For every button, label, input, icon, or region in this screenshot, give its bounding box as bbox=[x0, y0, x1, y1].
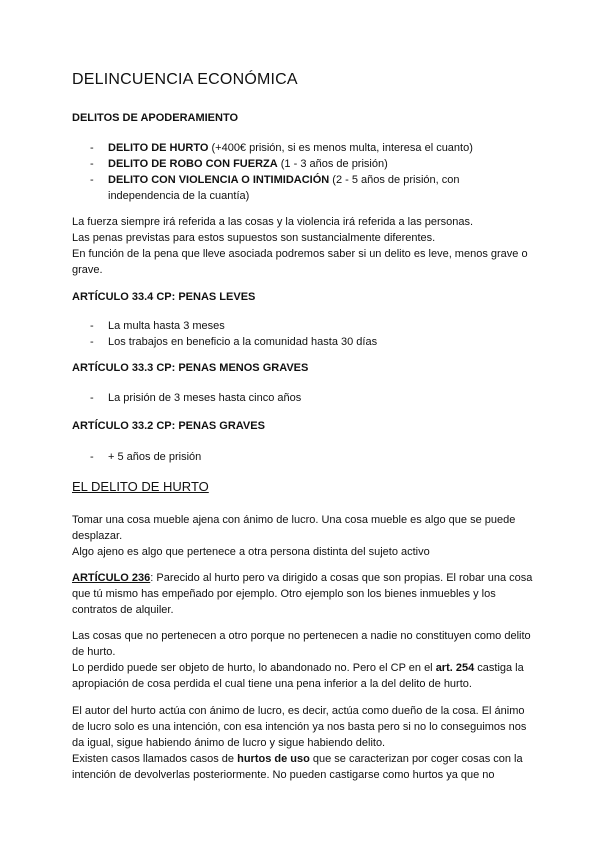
art-33-4-list bbox=[72, 318, 534, 350]
apoderamiento-paragraph bbox=[72, 214, 534, 278]
list-item: - + 5 años de prisión bbox=[72, 449, 534, 465]
hurto-paragraph-art-236 bbox=[72, 570, 534, 618]
paragraph-line: La fuerza siempre irá referida a las cosas y la violencia irá referida a las personas. bbox=[72, 216, 474, 228]
document-title: DELINCUENCIA ECONÓMICA bbox=[72, 71, 298, 88]
section-heading-delito-hurto: EL DELITO DE HURTO bbox=[72, 479, 209, 494]
paragraph-line: Algo ajeno es algo que pertenece a otra persona distinta del sujeto activo bbox=[72, 546, 430, 558]
list-item: - DELITO DE HURTO (+400€ prisión, si es menos multa, interesa el cuanto) bbox=[72, 140, 534, 156]
paragraph-line: Las penas previstas para estos supuestos son sustancialmente diferentes. bbox=[72, 232, 436, 244]
paragraph-line: El autor del hurto actúa con ánimo de lucro, es decir, actúa como dueño de la cosa. El ánimo de lucro solo es una intención, con esa intención ya nos basta pero si no lo conseguimos nos da igual, sigue habiendo ánimo de lucro y sigue habiendo delito. bbox=[72, 705, 527, 749]
hurto-paragraph-4 bbox=[72, 703, 534, 783]
paragraph-line: Las cosas que no pertenecen a otro porque no pertenecen a nadie no constituyen como delito de hurto. bbox=[72, 630, 531, 658]
art-33-2-list bbox=[72, 449, 534, 465]
paragraph-line: Lo perdido puede ser objeto de hurto, lo abandonado no. Pero el CP en el art. 254 castiga la apropiación de cosa perdida el cual tiene una pena inferior a la del delito de hurto. bbox=[72, 662, 524, 690]
list-item: - DELITO DE ROBO CON FUERZA (1 - 3 años de prisión) bbox=[72, 156, 534, 172]
section-heading-art-33-3: ARTÍCULO 33.3 CP: PENAS MENOS GRAVES bbox=[72, 362, 309, 374]
apoderamiento-list bbox=[72, 140, 534, 204]
list-item: - La prisión de 3 meses hasta cinco años bbox=[72, 390, 534, 406]
hurto-paragraph-3 bbox=[72, 628, 534, 692]
paragraph-line: En función de la pena que lleve asociada podremos saber si un delito es leve, menos grave o grave. bbox=[72, 248, 528, 276]
art-33-3-list bbox=[72, 390, 534, 406]
section-heading-art-33-2: ARTÍCULO 33.2 CP: PENAS GRAVES bbox=[72, 420, 265, 432]
paragraph-line: Existen casos llamados casos de hurtos de uso que se caracterizan por coger cosas con la intención de devolverlas posteriormente. No pueden castigarse como hurtos ya que no bbox=[72, 753, 523, 781]
article-236-label: ARTÍCULO 236 bbox=[72, 572, 151, 584]
list-item: - DELITO CON VIOLENCIA O INTIMIDACIÓN (2 - 5 años de prisión, con independencia de la cuantía) bbox=[72, 172, 534, 204]
hurto-paragraph-1 bbox=[72, 512, 534, 560]
paragraph-line: ARTÍCULO 236: Parecido al hurto pero va dirigido a cosas que son propias. El robar una cosa que tú mismo has empeñado por ejemplo. Otro ejemplo son los bienes inmuebles y los contratos de alquiler. bbox=[72, 572, 533, 616]
section-heading-apoderamiento: DELITOS DE APODERAMIENTO bbox=[72, 112, 239, 124]
section-heading-art-33-4: ARTÍCULO 33.4 CP: PENAS LEVES bbox=[72, 291, 256, 303]
list-item: - La multa hasta 3 meses bbox=[72, 318, 534, 334]
paragraph-line: Tomar una cosa mueble ajena con ánimo de lucro. Una cosa mueble es algo que se puede desplazar. bbox=[72, 514, 516, 542]
list-item: - Los trabajos en beneficio a la comunidad hasta 30 días bbox=[72, 334, 534, 350]
